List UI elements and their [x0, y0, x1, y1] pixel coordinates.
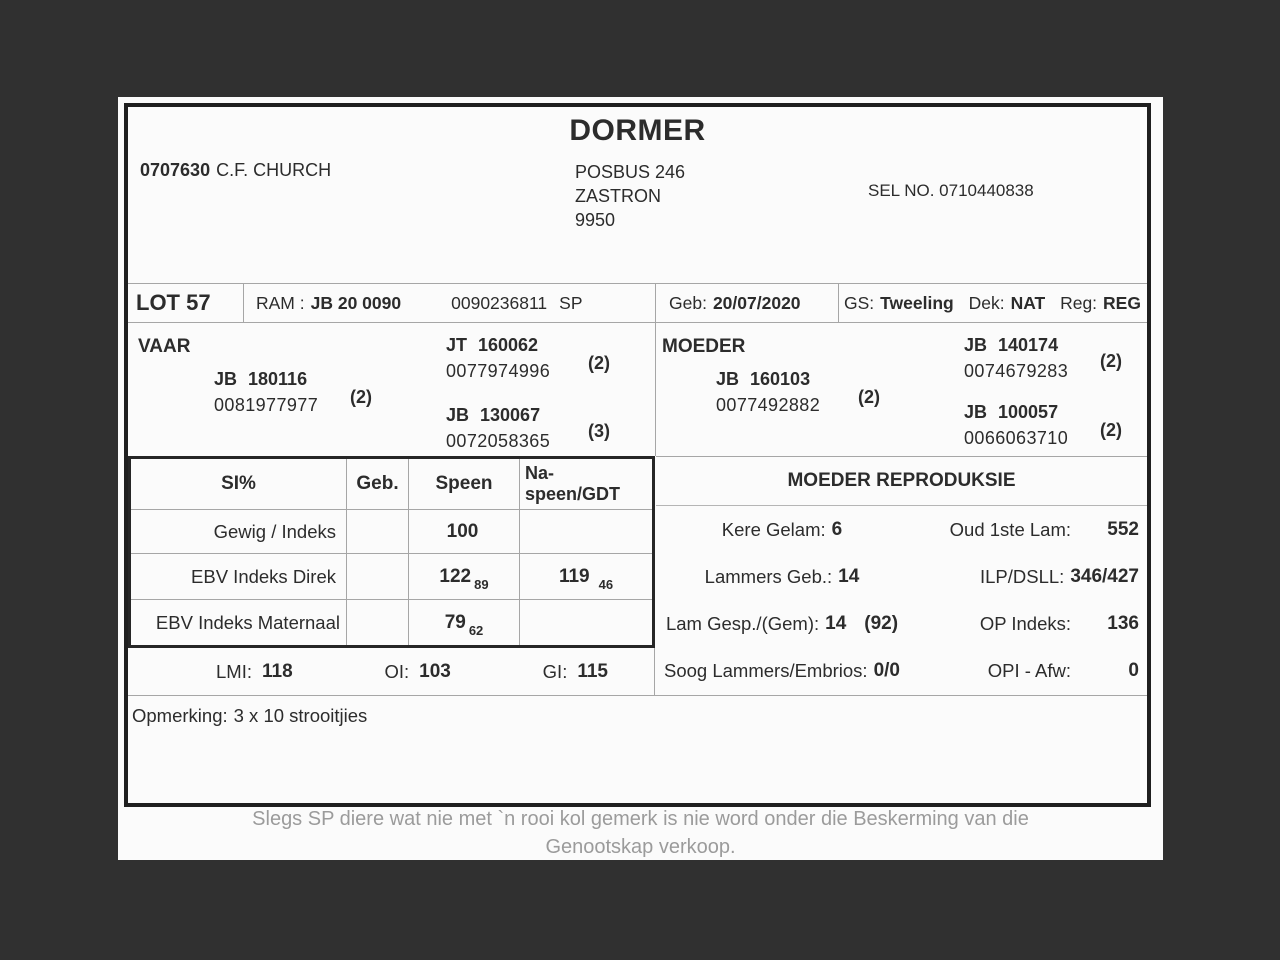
ram-reg-suffix: SP — [559, 292, 583, 313]
repro-value: 0 — [1128, 660, 1139, 682]
reproduction-row — [656, 506, 1147, 553]
dek-label: Dek: — [968, 292, 1005, 313]
si-header-si: SI% — [221, 473, 256, 494]
si-cell-naspeen — [519, 599, 652, 645]
gs-pair — [844, 293, 954, 314]
oi-value: 103 — [419, 660, 451, 682]
lmi-pair — [216, 661, 293, 683]
footer-line-1: Slegs SP diere wat nie met `n rooi kol gemerk is nie word onder die Beskerming van die — [252, 808, 1029, 830]
dam-dam-id: JB 100057 — [964, 402, 1059, 422]
sire-block — [214, 369, 372, 416]
repro-label: Soog Lammers/Embrios: — [664, 660, 868, 682]
repro-value: 136 — [1107, 613, 1139, 635]
sel-number: SEL NO. 0710440838 — [868, 181, 1034, 200]
ram-reg-number: 0090236811 — [451, 292, 548, 313]
si-cell-speen: 122 89 — [408, 553, 519, 599]
dek-value: NAT — [1010, 292, 1046, 313]
footer-line-2: Genootskap verkoop. — [545, 836, 736, 858]
dam-section-label: MOEDER — [662, 336, 746, 357]
sire-section-label: VAAR — [138, 336, 191, 357]
gi-value: 115 — [577, 660, 608, 682]
ram-id-pair — [256, 293, 401, 314]
dam-dam-block — [964, 402, 1122, 449]
address-line-3: 9950 — [575, 210, 616, 230]
sire-sire-block — [446, 335, 610, 382]
catalog-card — [118, 97, 1163, 860]
card-frame — [124, 103, 1151, 807]
dek-pair — [969, 293, 1046, 314]
ram-id: JB 20 0090 — [310, 292, 402, 313]
si-cell-naspeen — [519, 509, 652, 553]
address-line-2: ZASTRON — [575, 186, 662, 206]
dam-note: (2) — [858, 387, 880, 407]
dam-reg: 0077492882 — [716, 395, 821, 415]
sire-sire-reg: 0077974996 — [446, 361, 551, 381]
repro-label: OP Indeks: — [979, 613, 1071, 635]
repro-value: 14 — [838, 565, 860, 587]
dam-sire-block — [964, 335, 1122, 382]
si-cell-geb — [346, 509, 408, 553]
footer-disclaimer — [118, 805, 1163, 861]
gs-value: Tweeling — [880, 292, 954, 313]
repro-value: 14 — [825, 613, 847, 635]
oi-label: OI: — [384, 660, 410, 682]
member-number: 0707630 — [140, 160, 211, 180]
ram-label: RAM : — [256, 292, 305, 313]
remark-label: Opmerking: — [132, 705, 228, 726]
si-header-speen: Speen — [408, 459, 519, 509]
reproduction-rows — [656, 506, 1147, 695]
si-cell-geb — [346, 599, 408, 645]
dam-dam-reg: 0066063710 — [964, 428, 1069, 448]
repro-label: ILP/DSLL: — [979, 565, 1065, 587]
sire-sire-note: (2) — [588, 353, 610, 373]
reg-label: Reg: — [1060, 292, 1098, 313]
dam-dam-note: (2) — [1100, 420, 1122, 440]
oi-pair — [384, 661, 450, 683]
si-row-label: EBV Indeks Direk — [131, 553, 346, 599]
sire-reg: 0081977977 — [214, 395, 319, 415]
dam-sire-note: (2) — [1100, 351, 1122, 371]
sire-dam-reg: 0072058365 — [446, 431, 551, 451]
address-block — [575, 160, 685, 232]
remark-row — [128, 695, 1147, 803]
ram-cell — [243, 284, 655, 322]
birthdate-label: Geb: — [669, 292, 707, 313]
si-header-geb: Geb. — [346, 459, 408, 509]
gs-label: GS: — [844, 292, 875, 313]
gi-pair — [543, 661, 608, 683]
breed-title: DORMER — [569, 114, 706, 147]
si-cell-naspeen: 119 46 — [519, 553, 652, 599]
lot-row — [128, 283, 1147, 323]
sire-dam-id: JB 130067 — [446, 405, 541, 425]
reproduction-panel — [656, 456, 1147, 695]
si-cell-speen: 79 62 — [408, 599, 519, 645]
birthdate-value: 20/07/2020 — [712, 292, 801, 313]
remark-text: 3 x 10 strooitjies — [233, 705, 368, 726]
dam-sire-id: JB 140174 — [964, 335, 1059, 355]
repro-label: Lammers Geb.: — [704, 565, 833, 587]
reproduction-title: MOEDER REPRODUKSIE — [656, 457, 1147, 506]
sire-dam-block — [446, 405, 610, 452]
lot-number: LOT 57 — [136, 290, 211, 315]
status-cell — [838, 284, 1147, 322]
reproduction-row — [656, 648, 1147, 695]
reproduction-row — [656, 553, 1147, 600]
reproduction-row — [656, 601, 1147, 648]
reg-pair — [1060, 293, 1141, 314]
address-line-1: POSBUS 246 — [575, 162, 686, 182]
sire-dam-note: (3) — [588, 421, 610, 441]
ram-reg-pair — [451, 293, 582, 314]
pedigree-divider — [655, 323, 656, 456]
repro-label: Lam Gesp./(Gem): — [665, 613, 820, 635]
birthdate-pair — [669, 293, 801, 314]
repro-label: Oud 1ste Lam: — [949, 518, 1071, 540]
sire-id: JB 180116 — [214, 369, 308, 389]
sire-sire-id: JT 160062 — [446, 335, 539, 355]
index-row — [128, 648, 655, 695]
dam-sire-reg: 0074679283 — [964, 361, 1069, 381]
repro-value: 6 — [831, 518, 843, 540]
lmi-value: 118 — [261, 660, 293, 682]
dam-block — [716, 369, 880, 416]
repro-value: 552 — [1107, 518, 1139, 540]
repro-value: 0/0 — [873, 660, 900, 682]
owner-line — [140, 160, 331, 181]
repro-extra-value: (92) — [864, 613, 899, 635]
si-cell-geb — [346, 553, 408, 599]
si-table — [128, 456, 655, 648]
lmi-label: LMI: — [216, 660, 252, 682]
dam-id: JB 160103 — [716, 369, 811, 389]
gi-label: GI: — [542, 660, 568, 682]
owner-name: C.F. CHURCH — [216, 160, 332, 180]
reg-value: REG — [1103, 292, 1141, 313]
sire-note: (2) — [350, 387, 372, 407]
si-row-label: EBV Indeks Maternaal — [131, 599, 346, 645]
si-cell-speen: 100 — [408, 509, 519, 553]
repro-label: Kere Gelam: — [721, 518, 826, 540]
repro-label: OPI - Afw: — [987, 660, 1071, 682]
birthdate-cell — [655, 284, 838, 322]
repro-value: 346/427 — [1070, 565, 1139, 587]
si-row-label: Gewig / Indeks — [131, 509, 346, 553]
si-header-naspeen: Na-speen/GDT — [519, 459, 652, 509]
